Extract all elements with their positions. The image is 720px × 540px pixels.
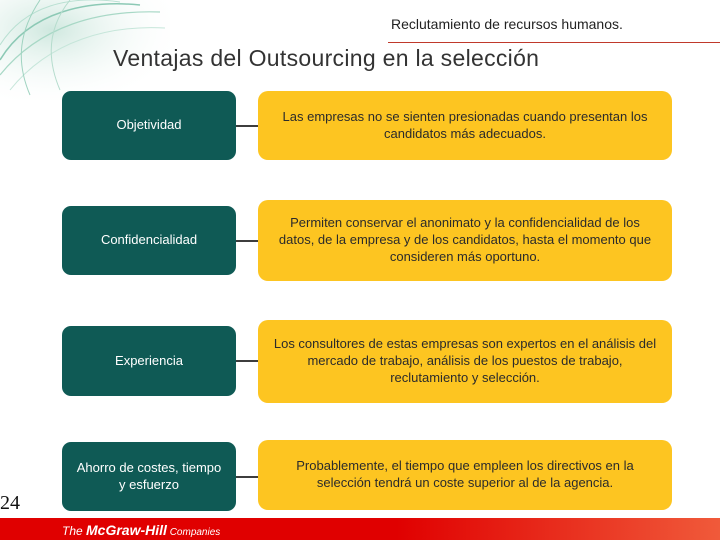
advantage-label: Objetividad: [62, 91, 236, 160]
logo-prefix: The: [62, 524, 87, 538]
advantage-description: Permiten conservar el anonimato y la confidencialidad de los datos, de la empresa y de los candidatos, hasta el momento que consideren más oportuno.: [258, 200, 672, 281]
slide-number: 24: [0, 492, 20, 514]
connector-line: [236, 240, 258, 242]
advantage-description: Los consultores de estas empresas son expertos en el análisis del mercado de trabajo, análisis de los puestos de trabajo, reclutamiento y selección.: [258, 320, 672, 403]
header-divider: [388, 42, 720, 43]
advantage-label: Ahorro de costes, tiempo y esfuerzo: [62, 442, 236, 511]
advantage-label: Experiencia: [62, 326, 236, 396]
advantage-description: Las empresas no se sienten presionadas cuando presentan los candidatos más adecuados.: [258, 91, 672, 160]
presentation-header: Reclutamiento de recursos humanos.: [391, 16, 623, 32]
connector-line: [236, 476, 258, 478]
advantage-label: Confidencialidad: [62, 206, 236, 275]
connector-line: [236, 360, 258, 362]
slide-title: Ventajas del Outsourcing en la selección: [113, 45, 540, 71]
logo-suffix: Companies: [166, 527, 221, 538]
connector-line: [236, 125, 258, 127]
advantage-description: Probablemente, el tiempo que empleen los directivos en la selección tendrá un coste superior al de la agencia.: [258, 440, 672, 510]
logo-brand: McGraw-Hill: [86, 522, 167, 538]
publisher-logo: [62, 522, 220, 538]
